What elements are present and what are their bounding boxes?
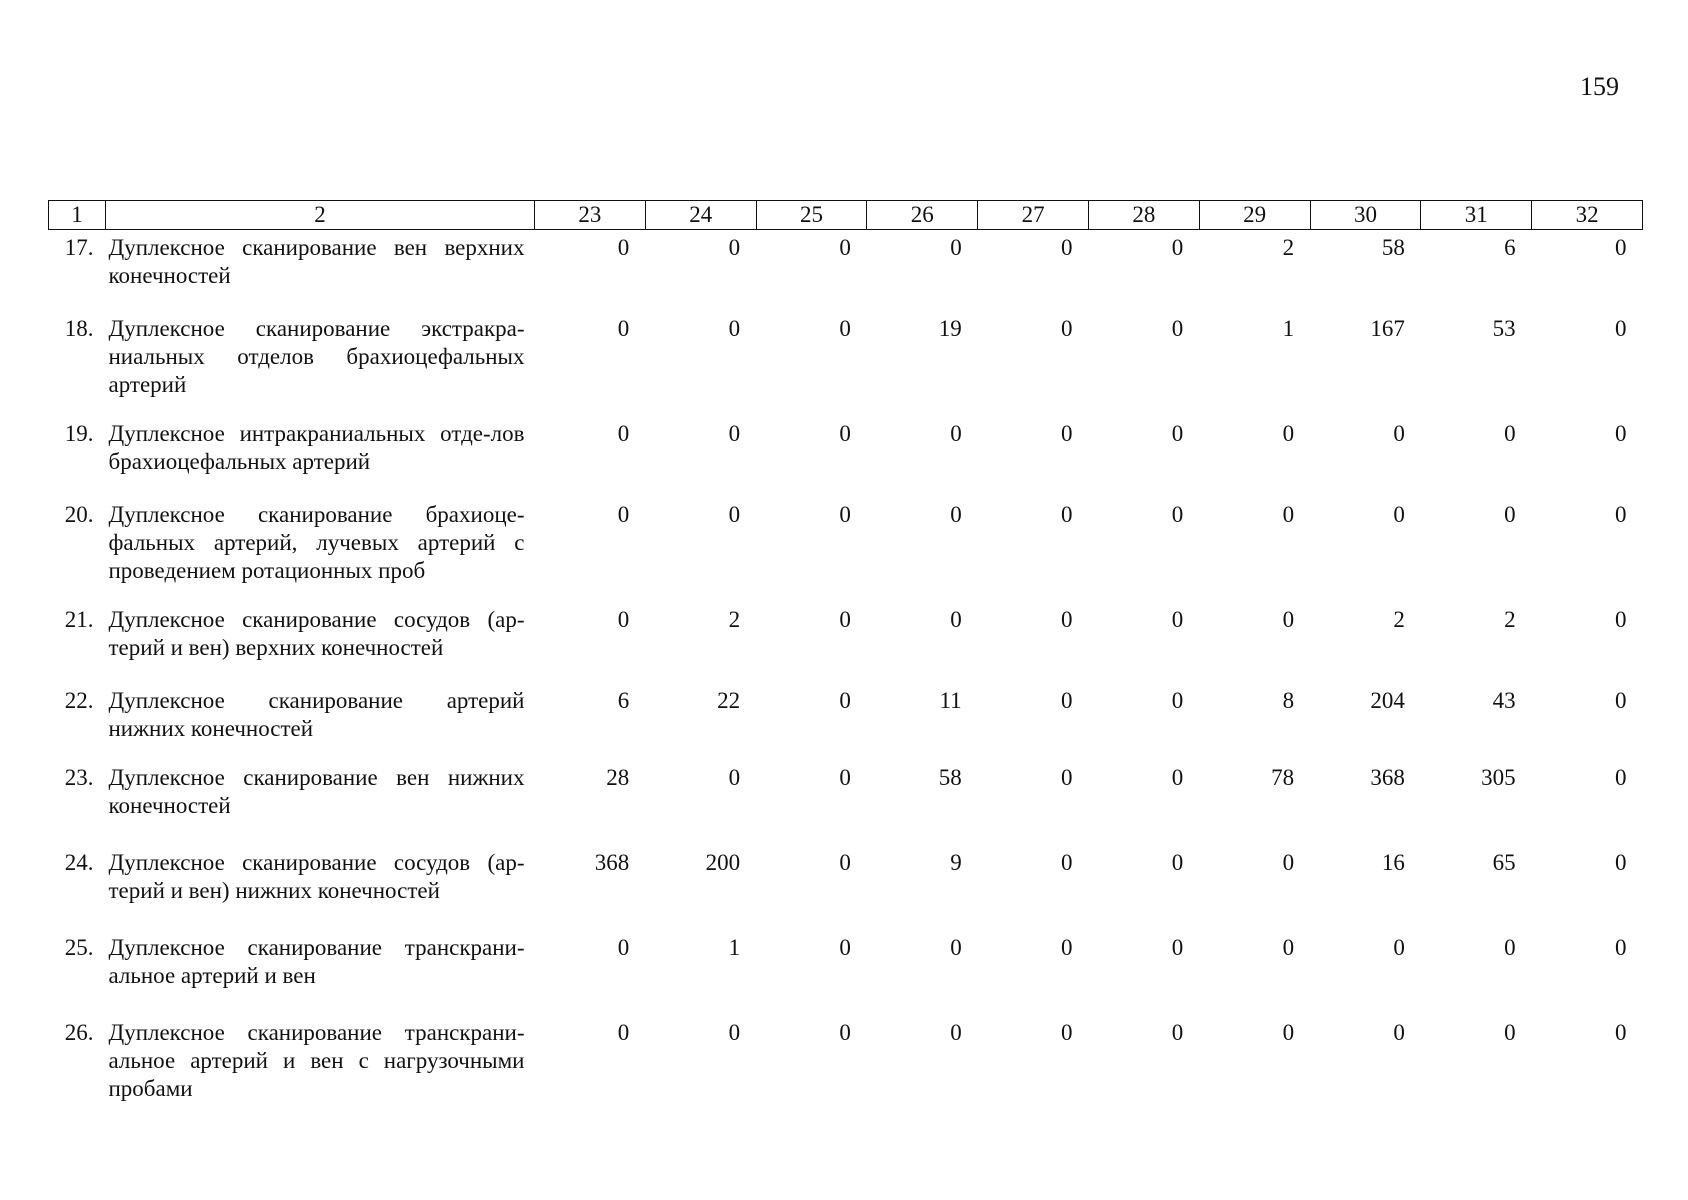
header-cell-col-5: 25	[756, 201, 867, 230]
procedure-name: Дуплексное сканирование вен верхних конечностей	[108, 235, 525, 288]
value-cell-col-30: 16	[1381, 850, 1405, 875]
value-cell-col-28: 0	[1171, 688, 1184, 713]
statistics-table-container	[48, 200, 1642, 1109]
procedure-name: Дуплексное сканирование артерий нижних конечностей	[108, 688, 525, 741]
value-cell-col-25: 0	[839, 421, 851, 446]
row-number: 19.	[64, 421, 94, 446]
value-cell-col-30: 204	[1370, 688, 1405, 713]
value-cell-col-28: 0	[1171, 850, 1184, 875]
procedure-name: Дуплексное сканирование транскрани-альное артерий и вен	[108, 935, 525, 988]
value-cell-col-27: 0	[1060, 235, 1073, 260]
value-cell-col-27: 0	[1060, 607, 1073, 632]
value-cell-col-23: 0	[617, 421, 630, 446]
value-cell-col-24: 0	[728, 316, 741, 341]
procedure-name: Дуплексное сканирование сосудов (ар-терий и вен) верхних конечностей	[108, 607, 525, 660]
value-cell-col-23: 0	[617, 502, 630, 527]
value-cell-col-23: 0	[617, 1020, 630, 1045]
row-number: 21.	[64, 607, 94, 632]
value-cell-col-25: 0	[839, 850, 851, 875]
value-cell-col-31: 0	[1504, 935, 1516, 960]
value-cell-col-28: 0	[1171, 607, 1184, 632]
statistics-table	[48, 200, 1643, 1109]
value-cell-col-24: 22	[717, 688, 741, 713]
value-cell-col-23: 0	[617, 316, 630, 341]
value-cell-col-32: 0	[1614, 1020, 1627, 1045]
value-cell-col-24: 0	[728, 421, 741, 446]
value-cell-col-28: 0	[1171, 235, 1184, 260]
value-cell-col-30: 2	[1393, 607, 1405, 632]
value-cell-col-31: 0	[1504, 502, 1516, 527]
value-cell-col-26: 19	[938, 316, 962, 341]
value-cell-col-25: 0	[839, 235, 851, 260]
value-cell-col-31: 65	[1492, 850, 1516, 875]
value-cell-col-26: 9	[950, 850, 962, 875]
value-cell-col-27: 0	[1060, 850, 1073, 875]
value-cell-col-23: 0	[617, 935, 630, 960]
header-cell-col-4: 24	[645, 201, 756, 230]
header-cell-col-2: 2	[106, 201, 535, 230]
value-cell-col-29: 8	[1282, 688, 1295, 713]
value-cell-col-29: 0	[1282, 502, 1295, 527]
value-cell-col-31: 305	[1481, 765, 1516, 790]
table-row	[49, 683, 1643, 760]
value-cell-col-30: 0	[1393, 421, 1405, 446]
value-cell-col-23: 28	[606, 765, 630, 790]
value-cell-col-24: 0	[728, 765, 741, 790]
value-cell-col-29: 78	[1271, 765, 1295, 790]
table-row	[49, 416, 1643, 497]
row-number: 20.	[64, 502, 94, 527]
value-cell-col-26: 0	[950, 235, 962, 260]
header-row	[49, 201, 1643, 230]
value-cell-col-30: 368	[1370, 765, 1405, 790]
value-cell-col-31: 2	[1504, 607, 1516, 632]
table-row	[49, 602, 1643, 683]
row-number: 26.	[64, 1020, 94, 1045]
value-cell-col-30: 0	[1393, 935, 1405, 960]
header-cell-col-9: 29	[1199, 201, 1310, 230]
value-cell-col-32: 0	[1614, 316, 1627, 341]
procedure-name: Дуплексное сканирование экстракра-ниальных отделов брахиоцефальных артерий	[108, 316, 525, 397]
header-cell-col-6: 26	[867, 201, 978, 230]
procedure-name: Дуплексное сканирование вен нижних конечностей	[108, 765, 525, 818]
value-cell-col-25: 0	[839, 1020, 851, 1045]
value-cell-col-26: 11	[939, 688, 962, 713]
value-cell-col-24: 2	[728, 607, 741, 632]
value-cell-col-30: 0	[1393, 1020, 1405, 1045]
value-cell-col-30: 167	[1370, 316, 1405, 341]
value-cell-col-28: 0	[1171, 502, 1184, 527]
procedure-name: Дуплексное сканирование транскрани-альное артерий и вен с нагрузочными пробами	[108, 1020, 525, 1101]
value-cell-col-26: 0	[950, 935, 962, 960]
table-header	[49, 201, 1643, 230]
value-cell-col-26: 58	[938, 765, 962, 790]
row-number: 24.	[64, 850, 94, 875]
table-row	[49, 311, 1643, 416]
value-cell-col-26: 0	[950, 502, 962, 527]
table-row	[49, 845, 1643, 930]
value-cell-col-28: 0	[1171, 765, 1184, 790]
value-cell-col-25: 0	[839, 688, 851, 713]
value-cell-col-32: 0	[1614, 850, 1627, 875]
header-cell-col-3: 23	[535, 201, 646, 230]
value-cell-col-25: 0	[839, 502, 851, 527]
value-cell-col-26: 0	[950, 1020, 962, 1045]
value-cell-col-28: 0	[1171, 935, 1184, 960]
value-cell-col-28: 0	[1171, 421, 1184, 446]
table-row	[49, 230, 1643, 312]
value-cell-col-25: 0	[839, 607, 851, 632]
value-cell-col-29: 1	[1282, 316, 1295, 341]
value-cell-col-27: 0	[1060, 1020, 1073, 1045]
value-cell-col-25: 0	[839, 316, 851, 341]
row-number: 22.	[64, 688, 94, 713]
value-cell-col-25: 0	[839, 765, 851, 790]
procedure-name: Дуплексное сканирование брахиоце-фальных артерий, лучевых артерий с проведением ротационных проб	[108, 502, 525, 583]
value-cell-col-23: 368	[594, 850, 630, 875]
value-cell-col-32: 0	[1614, 935, 1627, 960]
value-cell-col-25: 0	[839, 935, 851, 960]
value-cell-col-23: 0	[617, 235, 630, 260]
table-row	[49, 930, 1643, 1015]
header-cell-col-7: 27	[978, 201, 1089, 230]
value-cell-col-29: 0	[1282, 1020, 1295, 1045]
header-cell-col-12: 32	[1532, 201, 1643, 230]
value-cell-col-31: 43	[1492, 688, 1516, 713]
value-cell-col-29: 0	[1282, 935, 1295, 960]
value-cell-col-27: 0	[1060, 316, 1073, 341]
value-cell-col-30: 0	[1393, 502, 1405, 527]
header-cell-col-1: 1	[49, 201, 106, 230]
table-row	[49, 760, 1643, 845]
value-cell-col-32: 0	[1614, 235, 1627, 260]
header-cell-col-10: 30	[1310, 201, 1421, 230]
value-cell-col-26: 0	[950, 421, 962, 446]
value-cell-col-24: 200	[705, 850, 741, 875]
value-cell-col-31: 6	[1504, 235, 1516, 260]
value-cell-col-24: 1	[728, 935, 741, 960]
table-row	[49, 497, 1643, 602]
value-cell-col-27: 0	[1060, 688, 1073, 713]
value-cell-col-23: 0	[617, 607, 630, 632]
value-cell-col-24: 0	[728, 235, 741, 260]
value-cell-col-31: 0	[1504, 1020, 1516, 1045]
value-cell-col-27: 0	[1060, 765, 1073, 790]
procedure-name: Дуплексное сканирование сосудов (ар-терий и вен) нижних конечностей	[108, 850, 525, 903]
value-cell-col-26: 0	[950, 607, 962, 632]
value-cell-col-29: 0	[1282, 421, 1295, 446]
value-cell-col-28: 0	[1171, 1020, 1184, 1045]
table-body	[49, 230, 1643, 1110]
row-number: 18.	[64, 316, 94, 341]
value-cell-col-31: 53	[1492, 316, 1516, 341]
value-cell-col-31: 0	[1504, 421, 1516, 446]
value-cell-col-30: 58	[1381, 235, 1405, 260]
value-cell-col-28: 0	[1171, 316, 1184, 341]
value-cell-col-27: 0	[1060, 421, 1073, 446]
value-cell-col-32: 0	[1614, 688, 1627, 713]
row-number: 23.	[64, 765, 94, 790]
value-cell-col-29: 0	[1282, 607, 1295, 632]
row-number: 25.	[64, 935, 94, 960]
value-cell-col-32: 0	[1614, 502, 1627, 527]
row-number: 17.	[64, 235, 94, 260]
value-cell-col-29: 2	[1282, 235, 1295, 260]
value-cell-col-32: 0	[1614, 765, 1627, 790]
value-cell-col-32: 0	[1614, 421, 1627, 446]
value-cell-col-27: 0	[1060, 935, 1073, 960]
value-cell-col-27: 0	[1060, 502, 1073, 527]
value-cell-col-29: 0	[1282, 850, 1295, 875]
value-cell-col-24: 0	[728, 1020, 741, 1045]
procedure-name: Дуплексное интракраниальных отде-лов брахиоцефальных артерий	[108, 421, 525, 474]
table-row	[49, 1015, 1643, 1109]
header-cell-col-8: 28	[1088, 201, 1199, 230]
value-cell-col-32: 0	[1614, 607, 1627, 632]
value-cell-col-23: 6	[617, 688, 630, 713]
header-cell-col-11: 31	[1421, 201, 1532, 230]
value-cell-col-24: 0	[728, 502, 741, 527]
page-number: 159	[1580, 72, 1619, 101]
